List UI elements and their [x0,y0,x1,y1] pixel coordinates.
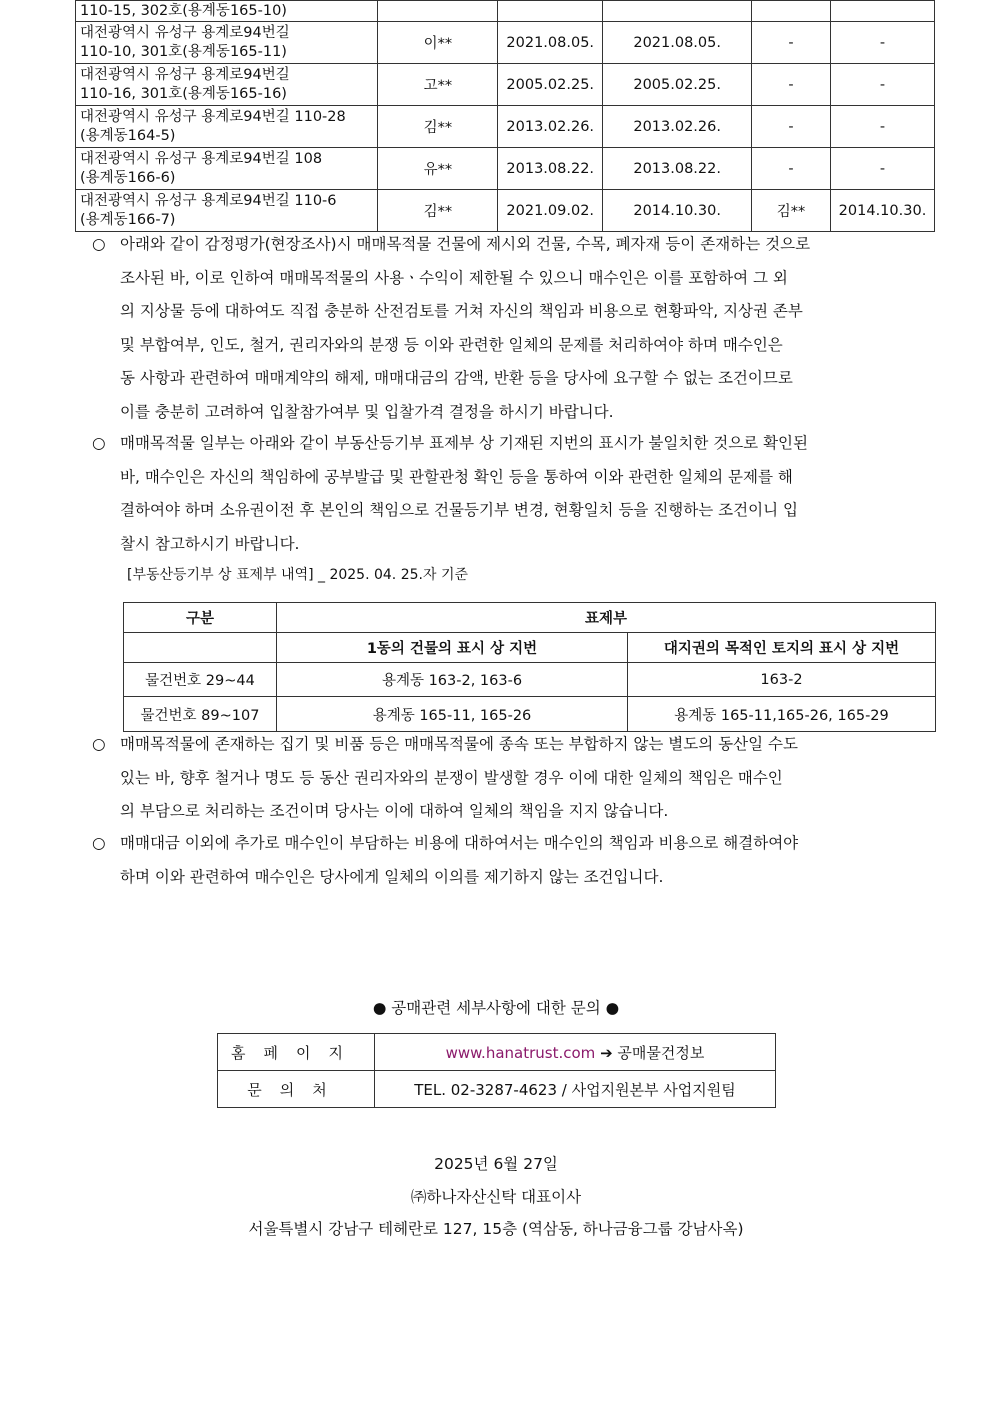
table-row [76,22,935,64]
date-cell: 2005.02.25. [498,64,603,106]
footer-company: ㈜하나자산신탁 대표이사 [410,1188,582,1206]
date-cell: 2013.08.22. [498,148,603,190]
date-cell: 2021.08.05. [498,22,603,64]
value-cell: 김** [752,190,831,232]
footer-address: 서울특별시 강남구 테헤란로 127, 15층 (역삼동, 하나금융그룹 강남사옥) [248,1220,744,1238]
table-row [218,1071,776,1108]
property-table [75,0,935,232]
table-row [76,190,935,232]
table-row [76,1,935,22]
homepage-cell [375,1034,776,1071]
date-cell: 2014.10.30. [603,190,752,232]
notice-paragraph-1: ○ 아래와 같이 감정평가(현장조사)시 매매목적물 건물에 제시외 건물, 수목, 폐자재 등이 존재하는 것으로 조사된 바, 이로 인하여 매매목적물의 사용ㆍ수익이 제한될 수 있으니 매수인은 이를 포함하여 그 외 의 지상물 등에 대하여도 직접 충분하 산전검토를 거쳐 자신의 책임과 비용으로 현황파악, 지상권 존부 및 부합여부, 인도, 철거, 권리자와의 분쟁 등 이와 관련한 일체의 문제를 처리하여야 하며 매수인은 동 사항과 관련하여 매매계약의 해제, 매매대금의 감액, 반환 등을 당사에 요구할 수 없는 조건이므로 이를 충분히 고려하여 입찰참가여부 및 입찰가격 결정을 하시기 바랍니다. [92,228,922,429]
header-cell: 대지권의 목적인 토지의 표시 상 지번 [628,633,936,663]
date-cell: 2013.02.26. [603,106,752,148]
owner-cell: 김** [378,106,498,148]
header-cell: 1동의 건물의 표시 상 지번 [277,633,628,663]
contact-label: 문의처 [218,1071,375,1108]
address-cell: 대전광역시 유성구 용계로94번길 108 (용계동166-6) [76,148,378,190]
inquiry-table [217,1033,776,1108]
table-row [124,633,936,663]
date-cell: 2013.02.26. [498,106,603,148]
date-cell: 2021.09.02. [498,190,603,232]
address-cell: 대전광역시 유성구 용계로94번길 110-6 (용계동166-7) [76,190,378,232]
table-row [76,106,935,148]
bullet-circle-icon: ○ [92,434,106,452]
date-cell: 2021.08.05. [603,22,752,64]
address-cell: 대전광역시 유성구 용계로94번길 110-16, 301호(용계동165-16) [76,64,378,106]
notice-paragraph-3: ○ 매매목적물에 존재하는 집기 및 비품 등은 매매목적물에 종속 또는 부합하지 않는 별도의 동산일 수도 있는 바, 향후 철거나 명도 등 동산 권리자와의 분쟁이 발생할 경우 이에 대한 일체의 책임은 매수인 의 부담으로 처리하는 조건이며 당사는 이에 대하여 일체의 책임을 지지 않습니다. [92,728,922,829]
address-cell: 110-15, 302호(용계동165-10) [76,1,378,22]
header-cell: 표제부 [277,603,936,633]
value-cell: - [752,22,831,64]
notice-paragraph-2: ○ 매매목적물 일부는 아래와 같이 부동산등기부 표제부 상 기재된 지번의 표시가 불일치한 것으로 확인된 바, 매수인은 자신의 책임하에 공부발급 및 관할관청 확인 등을 통하여 이와 관련한 일체의 문제를 해 결하여야 하며 소유권이전 후 본인의 책임으로 건물등기부 변경, 현황일치 등을 진행하는 조건이니 입 찰시 참고하시기 바랍니다. [92,427,922,561]
value-cell: - [830,64,934,106]
contact-value: TEL. 02-3287-4623 / 사업지원본부 사업지원팀 [375,1071,776,1108]
date-cell: 2013.08.22. [603,148,752,190]
homepage-suffix: 공매물건정보 [617,1043,705,1062]
homepage-label: 홈페이지 [218,1034,375,1071]
value-cell: - [830,106,934,148]
arrow-right-icon: ➔ [600,1043,613,1062]
address-cell: 대전광역시 유성구 용계로94번길 110-28 (용계동164-5) [76,106,378,148]
owner-cell: 김** [378,190,498,232]
owner-cell: 유** [378,148,498,190]
value-cell: - [752,106,831,148]
footer-date: 2025년 6월 27일 [434,1155,558,1173]
table-row [76,148,935,190]
table-row [124,603,936,633]
registry-table [123,602,936,732]
header-cell: 구분 [124,603,277,633]
owner-cell: 고** [378,64,498,106]
date-cell: 2005.02.25. [603,64,752,106]
value-cell: 2014.10.30. [830,190,934,232]
value-cell: - [830,22,934,64]
address-cell: 대전광역시 유성구 용계로94번길 110-10, 301호(용계동165-11) [76,22,378,64]
inquiry-title: ● 공매관련 세부사항에 대한 문의 ● [372,999,620,1017]
value-cell: - [830,148,934,190]
value-cell: - [752,148,831,190]
bullet-circle-icon: ○ [92,834,106,852]
owner-cell: 이** [378,22,498,64]
homepage-link[interactable]: www.hanatrust.com [445,1043,596,1062]
table-row [218,1034,776,1071]
bullet-circle-icon: ○ [92,235,106,253]
table-row [76,64,935,106]
value-cell: - [752,64,831,106]
table-row: 물건번호 89~107 용계동 165-11, 165-26 용계동 165-11,165-26, 165-29 [124,697,936,732]
notice-paragraph-4: ○ 매매대금 이외에 추가로 매수인이 부담하는 비용에 대하여서는 매수인의 책임과 비용으로 해결하여야 하며 이와 관련하여 매수인은 당사에게 일체의 이의를 제기하지 않는 조건입니다. [92,827,922,894]
bullet-circle-icon: ○ [92,735,106,753]
table-row: 물건번호 29~44 용계동 163-2, 163-6 163-2 [124,663,936,697]
registry-caption: [부동산등기부 상 표제부 내역] _ 2025. 04. 25.자 기준 [127,567,468,583]
